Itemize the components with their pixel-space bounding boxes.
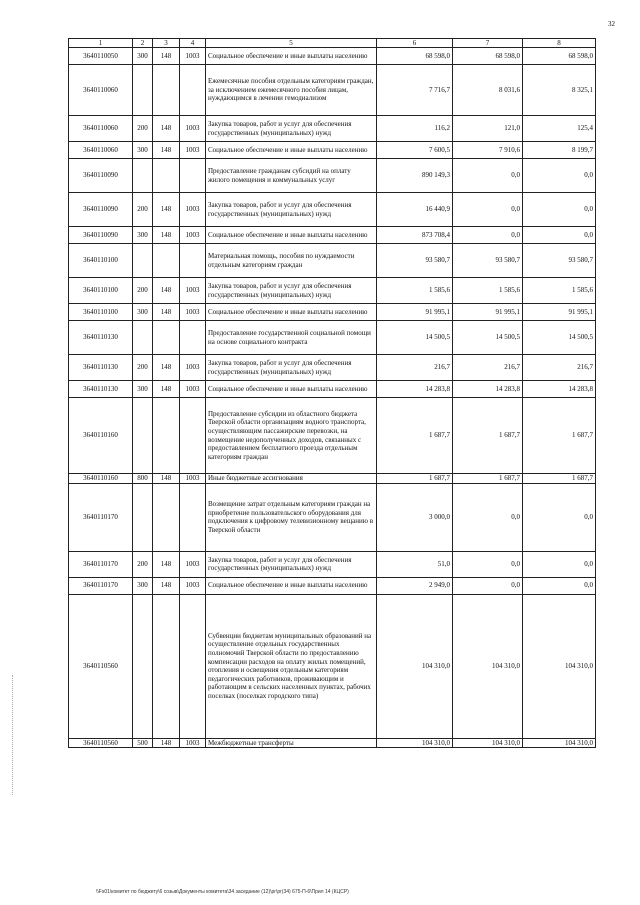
row-value-col8: 104 310,0 [523,594,596,738]
row-code: 3640110060 [69,65,133,116]
row-col2: 300 [133,381,153,398]
row-code: 3640110170 [69,483,133,551]
table-row [69,483,596,551]
row-value-col6: 14 500,5 [377,321,453,355]
row-description: Социальное обеспечение и иные выплаты населению [206,142,377,159]
row-code: 3640110090 [69,193,133,227]
row-col2: 500 [133,738,153,748]
row-col3: 148 [153,355,180,381]
row-code: 3640110090 [69,227,133,244]
row-col4: 1003 [180,355,206,381]
row-col3: 148 [153,474,180,484]
row-description: Социальное обеспечение и иные выплаты населению [206,381,377,398]
row-col3: 148 [153,278,180,304]
row-col2: 300 [133,48,153,65]
row-description: Закупка товаров, работ и услуг для обеспечения государственных (муниципальных) нужд [206,355,377,381]
row-code: 3640110170 [69,577,133,594]
row-value-col7: 8 031,6 [453,65,523,116]
row-value-col8: 14 500,5 [523,321,596,355]
row-col3: 148 [153,227,180,244]
row-col4: 1003 [180,551,206,577]
row-code: 3640110100 [69,304,133,321]
table-row [69,577,596,594]
row-value-col7: 1 687,7 [453,474,523,484]
row-value-col6: 68 598,0 [377,48,453,65]
row-value-col7: 14 283,8 [453,381,523,398]
table-header-row [69,39,596,48]
row-value-col8: 125,4 [523,116,596,142]
row-description: Ежемесячные пособия отдельным категориям граждан, за исключением ежемесячного пособия лицам, нуждающимся в лечении гемодиализом [206,65,377,116]
table-row [69,321,596,355]
row-value-col8: 8 199,7 [523,142,596,159]
row-value-col7: 0,0 [453,577,523,594]
row-value-col8: 0,0 [523,483,596,551]
row-col4: 1003 [180,304,206,321]
row-value-col7: 0,0 [453,227,523,244]
row-description: Социальное обеспечение и иные выплаты населению [206,577,377,594]
row-code: 3640110090 [69,159,133,193]
row-col2: 300 [133,577,153,594]
row-col2 [133,321,153,355]
row-col4: 1003 [180,142,206,159]
row-col4: 1003 [180,193,206,227]
row-description: Межбюджетные трансферты [206,738,377,748]
row-col3: 148 [153,738,180,748]
row-value-col8: 0,0 [523,227,596,244]
row-col2 [133,483,153,551]
row-col3: 148 [153,577,180,594]
row-value-col8: 14 283,8 [523,381,596,398]
row-col4 [180,483,206,551]
row-value-col6: 104 310,0 [377,594,453,738]
footer-file-path: \\Fs01\комитет по бюджету\6 созыв\Документы комитета\34 заседание (12)\pr\pr(34) 675-П-6\Прил 14 (КЦСР) [96,889,349,895]
row-description: Закупка товаров, работ и услуг для обеспечения государственных (муниципальных) нужд [206,193,377,227]
table-row [69,381,596,398]
row-description: Иные бюджетные ассигнования [206,474,377,484]
row-col2: 200 [133,278,153,304]
row-col2 [133,65,153,116]
row-value-col7: 93 580,7 [453,244,523,278]
row-value-col8: 93 580,7 [523,244,596,278]
row-code: 3640110100 [69,244,133,278]
row-description: Социальное обеспечение и иные выплаты населению [206,227,377,244]
row-col4: 1003 [180,577,206,594]
row-code: 3640110130 [69,381,133,398]
row-col2 [133,594,153,738]
row-value-col8: 104 310,0 [523,738,596,748]
row-value-col6: 890 149,3 [377,159,453,193]
row-code: 3640110160 [69,474,133,484]
row-value-col7: 14 500,5 [453,321,523,355]
row-description: Предоставление субсидии из областного бюджета Тверской области организациям водного транспорта, осуществляющим пассажирские перевозки, на возмещение недополученных доходов, связанных с предоставлением бесплатного проезда отдельным категориям граждан [206,398,377,474]
row-value-col6: 3 000,0 [377,483,453,551]
row-col2 [133,244,153,278]
row-col3: 148 [153,193,180,227]
row-value-col6: 7 716,7 [377,65,453,116]
table-row [69,48,596,65]
table-row [69,159,596,193]
row-value-col8: 91 995,1 [523,304,596,321]
table-row [69,304,596,321]
row-value-col7: 1 687,7 [453,398,523,474]
table-row [69,116,596,142]
row-col4 [180,321,206,355]
row-value-col7: 0,0 [453,193,523,227]
row-col3: 148 [153,551,180,577]
row-value-col7: 0,0 [453,551,523,577]
row-value-col6: 1 687,7 [377,398,453,474]
row-value-col7: 1 585,6 [453,278,523,304]
row-value-col7: 104 310,0 [453,594,523,738]
row-col2: 300 [133,227,153,244]
row-value-col6: 2 949,0 [377,577,453,594]
row-code: 3640110060 [69,142,133,159]
row-value-col7: 0,0 [453,159,523,193]
row-description: Закупка товаров, работ и услуг для обеспечения государственных (муниципальных) нужд [206,551,377,577]
row-code: 3640110560 [69,738,133,748]
row-value-col7: 68 598,0 [453,48,523,65]
row-col2: 200 [133,116,153,142]
row-col4: 1003 [180,474,206,484]
row-value-col6: 16 440,9 [377,193,453,227]
column-header: 3 [153,39,180,48]
row-col3 [153,483,180,551]
page-number: 32 [608,20,615,28]
row-value-col8: 1 687,7 [523,398,596,474]
row-value-col8: 216,7 [523,355,596,381]
row-value-col6: 216,7 [377,355,453,381]
column-header: 6 [377,39,453,48]
row-value-col6: 873 708,4 [377,227,453,244]
row-col4: 1003 [180,48,206,65]
row-value-col8: 1 585,6 [523,278,596,304]
table-row [69,278,596,304]
row-value-col7: 121,0 [453,116,523,142]
row-value-col6: 116,2 [377,116,453,142]
table-row [69,738,596,748]
table-row [69,355,596,381]
table-row [69,244,596,278]
row-value-col8: 68 598,0 [523,48,596,65]
row-code: 3640110560 [69,594,133,738]
row-value-col7: 0,0 [453,483,523,551]
row-col3 [153,65,180,116]
row-col2: 300 [133,142,153,159]
row-value-col7: 7 910,6 [453,142,523,159]
column-header: 2 [133,39,153,48]
row-description: Возмещение затрат отдельным категориям граждан на приобретение пользовательского оборудования для подключения к цифровому телевизионному вещанию в Тверской области [206,483,377,551]
row-col2: 300 [133,304,153,321]
row-code: 3640110160 [69,398,133,474]
row-col3: 148 [153,142,180,159]
row-col3: 148 [153,116,180,142]
table-row [69,227,596,244]
row-value-col8: 1 687,7 [523,474,596,484]
row-description: Закупка товаров, работ и услуг для обеспечения государственных (муниципальных) нужд [206,116,377,142]
column-header: 7 [453,39,523,48]
row-value-col8: 0,0 [523,577,596,594]
row-value-col6: 14 283,8 [377,381,453,398]
row-value-col6: 93 580,7 [377,244,453,278]
row-col4 [180,65,206,116]
table-row [69,594,596,738]
column-header: 5 [206,39,377,48]
row-col2 [133,398,153,474]
row-col4 [180,594,206,738]
row-code: 3640110130 [69,355,133,381]
row-description: Социальное обеспечение и иные выплаты населению [206,304,377,321]
row-code: 3640110050 [69,48,133,65]
row-code: 3640110100 [69,278,133,304]
row-value-col7: 91 995,1 [453,304,523,321]
row-value-col7: 216,7 [453,355,523,381]
row-col4: 1003 [180,116,206,142]
row-col3: 148 [153,304,180,321]
row-value-col8: 0,0 [523,551,596,577]
row-col4: 1003 [180,227,206,244]
row-col3 [153,159,180,193]
table-row [69,551,596,577]
table-row [69,65,596,116]
row-value-col6: 104 310,0 [377,738,453,748]
row-description: Социальное обеспечение и иные выплаты населению [206,48,377,65]
row-code: 3640110130 [69,321,133,355]
row-code: 3640110170 [69,551,133,577]
row-value-col8: 8 325,1 [523,65,596,116]
row-value-col7: 104 310,0 [453,738,523,748]
row-col3 [153,594,180,738]
table-row [69,142,596,159]
row-col3 [153,398,180,474]
row-col2 [133,159,153,193]
row-col2: 800 [133,474,153,484]
table-row [69,193,596,227]
row-description: Материальная помощь, пособия по нуждаемости отдельным категориям граждан [206,244,377,278]
row-col3 [153,321,180,355]
row-col2: 200 [133,355,153,381]
table-row [69,398,596,474]
row-col4: 1003 [180,738,206,748]
row-value-col6: 1 687,7 [377,474,453,484]
row-col3 [153,244,180,278]
row-col2: 200 [133,193,153,227]
row-col4: 1003 [180,278,206,304]
row-value-col6: 7 600,5 [377,142,453,159]
row-value-col6: 51,0 [377,551,453,577]
row-col3: 148 [153,48,180,65]
table-row [69,474,596,484]
row-description: Субвенции бюджетам муниципальных образований на осуществление отдельных государственных полномочий Тверской области по предоставлению компенсации расходов на оплату жилых помещений, отопления и освещения отдельным категориям педагогических работников, проживающим и работающим в сельских населенных пунктах, рабочих поселках (поселках городского типа) [206,594,377,738]
row-description: Предоставление государственной социальной помощи на основе социального контракта [206,321,377,355]
row-code: 3640110060 [69,116,133,142]
column-header: 8 [523,39,596,48]
row-value-col8: 0,0 [523,193,596,227]
budget-table [68,38,596,748]
row-col4: 1003 [180,381,206,398]
row-value-col6: 1 585,6 [377,278,453,304]
row-description: Предоставление гражданам субсидий на оплату жилого помещения и коммунальных услуг [206,159,377,193]
row-col4 [180,159,206,193]
row-col4 [180,244,206,278]
scan-margin-mark [12,675,13,795]
row-description: Закупка товаров, работ и услуг для обеспечения государственных (муниципальных) нужд [206,278,377,304]
column-header: 4 [180,39,206,48]
row-col3: 148 [153,381,180,398]
row-value-col8: 0,0 [523,159,596,193]
column-header: 1 [69,39,133,48]
row-value-col6: 91 995,1 [377,304,453,321]
row-col4 [180,398,206,474]
row-col2: 200 [133,551,153,577]
